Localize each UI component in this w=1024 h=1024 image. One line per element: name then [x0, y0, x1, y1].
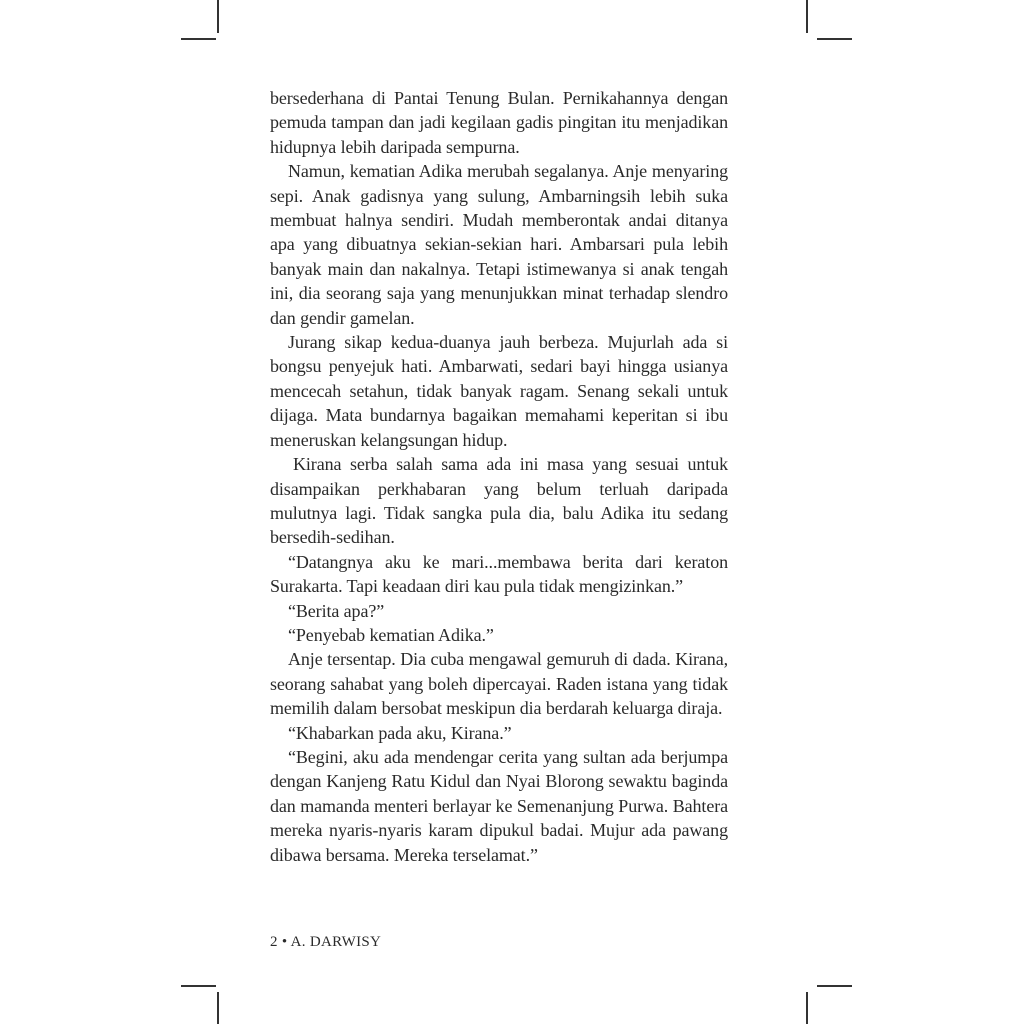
paragraph-3: Jurang sikap kedua-duanya jauh berbeza. Mujurlah ada si bongsu penyejuk hati. Ambarwati, sedari bayi hingga usianya mencecah setahun, tidak banyak ragam. Senang sekali untuk dijaga. Mata bundarnya bagaikan memahami keperitan si ibu meneruskan kelangsungan hidup.: [270, 332, 728, 450]
page-footer: [270, 934, 381, 951]
paragraph-5: “Datangnya aku ke mari...membawa berita dari keraton Surakarta. Tapi keadaan diri kau pula tidak mengizinkan.”: [270, 551, 728, 597]
paragraph-2: Namun, kematian Adika merubah segalanya. Anje menyaring sepi. Anak gadisnya yang sulung, Ambarningsih lebih suka membuat halnya sendiri. Mudah memberontak andai ditanya apa yang dibuatnya sekian-sekian hari. Ambarsari pula lebih banyak main dan nakalnya. Tetapi istimewanya si anak tengah ini, dia seorang saja yang menunjukkan minat terhadap slendro dan gendir gamelan.: [270, 161, 728, 328]
paragraph-7: “Penyebab kematian Adika.”: [288, 624, 494, 645]
author-name: A. DARWISY: [290, 934, 382, 950]
crop-mark-bottom-right-vertical: [806, 992, 808, 1024]
crop-mark-bottom-left-vertical: [217, 992, 219, 1024]
paragraph-8: Anje tersentap. Dia cuba mengawal gemuruh di dada. Kirana, seorang sahabat yang boleh dipercayai. Raden istana yang tidak memilih dalam bersobat meskipun dia berdarah keluarga diraja.: [270, 649, 728, 719]
paragraph-9: “Khabarkan pada aku, Kirana.”: [288, 722, 512, 743]
paragraph-10: “Begini, aku ada mendengar cerita yang sultan ada berjumpa dengan Kanjeng Ratu Kidul dan Nyai Blorong sewaktu baginda dan mamanda menteri berlayar ke Semenanjung Purwa. Bahtera mereka nyaris-nyaris karam dipukul badai. Mujur ada pawang dibawa bersama. Mereka terselamat.”: [270, 746, 728, 865]
body-text: [270, 86, 728, 867]
page-number: 2: [270, 934, 278, 950]
crop-mark-top-left-horizontal: [181, 38, 216, 40]
crop-mark-top-right-vertical: [806, 0, 808, 33]
crop-mark-bottom-left-horizontal: [181, 985, 216, 987]
paragraph-4: Kirana serba salah sama ada ini masa yang sesuai untuk disampaikan perkhabaran yang belum terluah daripada mulutnya lagi. Tidak sangka pula dia, balu Adika itu sedang bersedih-sedihan.: [270, 454, 728, 548]
paragraph-1: bersederhana di Pantai Tenung Bulan. Pernikahannya dengan pemuda tampan dan jadi kegilaan gadis pingitan itu menjadikan hidupnya lebih daripada sempurna.: [270, 88, 728, 157]
footer-separator: •: [281, 934, 288, 950]
crop-mark-top-left-vertical: [217, 0, 219, 33]
paragraph-6: “Berita apa?”: [288, 600, 385, 621]
crop-mark-top-right-horizontal: [817, 38, 852, 40]
crop-mark-bottom-right-horizontal: [817, 985, 852, 987]
